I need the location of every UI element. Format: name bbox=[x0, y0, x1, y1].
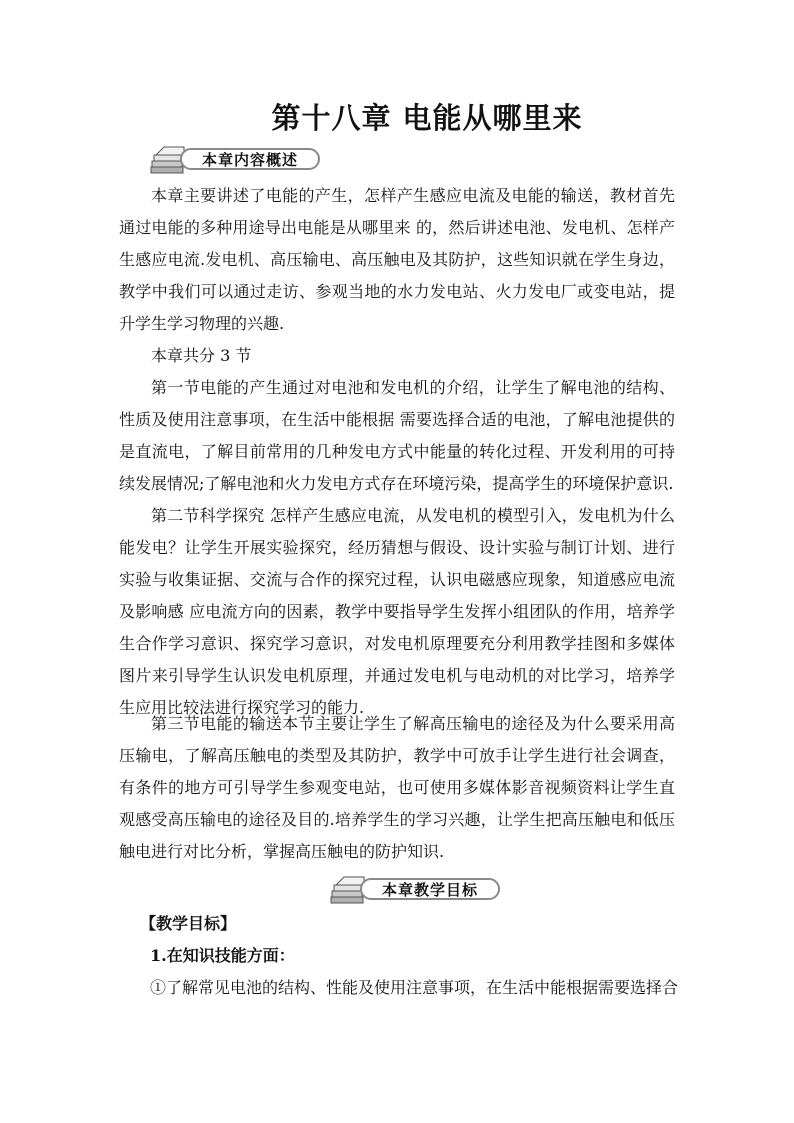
paragraph-section-1: 第一节电能的产生通过对电池和发电机的介绍，让学生了解电池的结构、性质及使用注意事项，在生活中能根据 需要选择合适的电池，了解电池提供的是直流电，了解目前常用的几种发电方式中能量的转化过程、开发利用的可持续发展情况;了解电池和火力发电方式存在环境污染，提高学生的环境保护意识. bbox=[119, 378, 675, 493]
paragraph-intro: 本章主要讲述了电能的产生，怎样产生感应电流及电能的输送，教材首先通过电能的多种用途导出电能是从哪里来 的，然后讲述电池、发电机、怎样产生感应电流.发电机、高压输电、高压触电及其防护，这些知识就在学生身边，教学中我们可以通过走访、参观当地的水力发电站、火力发电厂或变电站，提升学生学习物理的兴趣. bbox=[119, 186, 675, 333]
banner-overview-label: 本章内容概述 bbox=[180, 148, 320, 170]
banner-goals bbox=[330, 875, 500, 905]
paragraph-sections-count: 本章共分 3 节 bbox=[151, 346, 252, 365]
goals-item-1: ①了解常见电池的结构、性能及使用注意事项，在生活中能根据需要选择合 bbox=[150, 978, 679, 997]
goals-heading: 【教学目标】 bbox=[140, 914, 237, 933]
goals-subheading-knowledge: 1.在知识技能方面： bbox=[150, 946, 295, 965]
banner-overview bbox=[150, 145, 320, 175]
page-title: 第十八章 电能从哪里来 bbox=[271, 101, 583, 135]
banner-goals-label: 本章教学目标 bbox=[360, 878, 500, 900]
paragraph-section-3: 第三节电能的输送本节主要让学生了解高压输电的途径及为什么要采用高压输电，了解高压触电的类型及其防护，教学中可放手让学生进行社会调查，有条件的地方可引导学生参观变电站，也可使用多媒体影音视频资料让学生直观感受高压输电的途径及目的.培养学生的学习兴趣，让学生把高压触电和低压触电进行对比分析，掌握高压触电的防护知识. bbox=[119, 714, 675, 861]
paragraph-section-2: 第二节科学探究 怎样产生感应电流，从发电机的模型引入，发电机为什么能发电？让学生开展实验探究，经历猜想与假设、设计实验与制订计划、进行实验与收集证据、交流与合作的探究过程，认识电磁感应现象，知道感应电流及影响感 应电流方向的因素，教学中要指导学生发挥小组团队的作用，培养学生合作学习意识、探究学习意识，对发电机原理要充分利用教学挂图和多媒体图片来引导学生认识发电机原理，并通过发电机与电动机的对比学习，培养学生应用比较法进行探究学习的能力. bbox=[119, 506, 675, 717]
